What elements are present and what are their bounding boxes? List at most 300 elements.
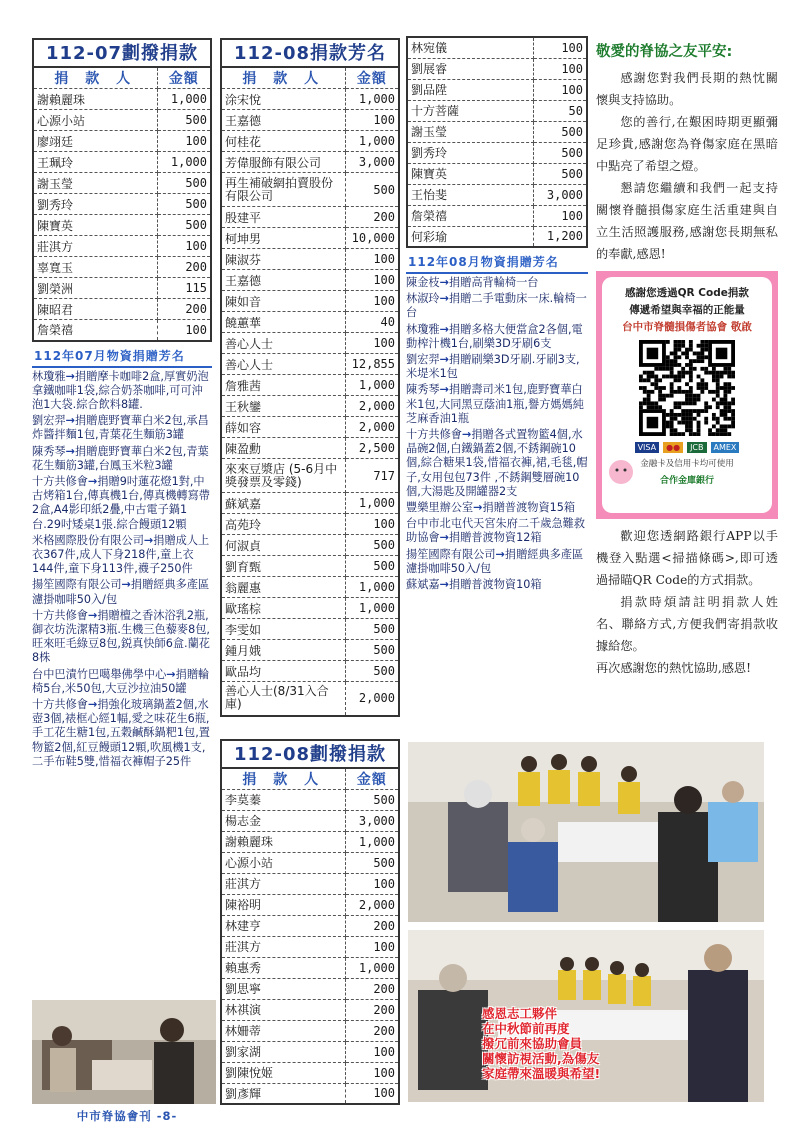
donor-name: 鍾月娥	[221, 640, 345, 661]
goods-donor: 十方共修會	[406, 428, 462, 442]
table-row	[221, 957, 399, 978]
goods-donor: 陳秀琴	[406, 383, 440, 397]
amount: 3,000	[533, 184, 587, 205]
table-row	[221, 1062, 399, 1083]
donor-name: 陳盈勳	[221, 438, 345, 459]
header-amount: 金額	[157, 67, 211, 89]
thanks-paragraph: 再次感謝您的熱忱協助,感恩!	[596, 661, 752, 675]
amount: 2,500	[345, 438, 399, 459]
amount: 100	[157, 320, 211, 341]
table-row	[221, 682, 399, 716]
amount: 200	[345, 978, 399, 999]
table-row	[33, 173, 211, 194]
donor-name: 陳裕明	[221, 894, 345, 915]
table-row	[221, 1020, 399, 1041]
table-row	[221, 89, 399, 110]
donor-name: 劉秀玲	[33, 194, 157, 215]
thanks-paragraph: 感謝您對我們長期的熱忱關懷與支持協助。	[596, 71, 778, 107]
goods-title: 112年08月物資捐贈芳名	[406, 252, 588, 274]
table-row	[221, 459, 399, 493]
donor-name: 林建亨	[221, 915, 345, 936]
table-row	[221, 354, 399, 375]
caption-line: 家庭帶來溫暖與希望!	[482, 1066, 601, 1081]
table-row	[221, 577, 399, 598]
photo-volunteers	[408, 930, 764, 1102]
table-header	[33, 67, 211, 89]
donor-name: 饒蕙華	[221, 312, 345, 333]
caption-line: 在中秋節前再度	[482, 1021, 570, 1036]
table-row	[221, 396, 399, 417]
donor-name: 謝玉瑩	[33, 173, 157, 194]
amount: 100	[345, 333, 399, 354]
amount: 2,000	[345, 894, 399, 915]
mascot-icon	[606, 457, 636, 487]
amount: 100	[345, 936, 399, 957]
donor-name: 心源小站	[33, 110, 157, 131]
donor-name: 林宛儀	[407, 37, 533, 58]
amount: 200	[345, 1020, 399, 1041]
goods-detail: 捐贈高背輪椅一台	[448, 276, 539, 289]
thanks-paragraph: 懇請您繼續和我們一起支持關懷脊髓損傷家庭生活重建與自立生活照護服務,感謝您長期無私的奉獻,感恩!	[596, 181, 778, 261]
goods-item	[32, 578, 212, 606]
header-donor: 捐 款 人	[221, 67, 345, 89]
table-row	[221, 249, 399, 270]
donor-name: 楊志金	[221, 810, 345, 831]
goods-donor: 陳金枝	[406, 276, 440, 289]
table-row	[407, 163, 587, 184]
thanks-paragraph: 歡迎您透網路銀行APP以手機登入點選<掃描條碼>,即可透過掃瞄QR Code的方式捐款。	[596, 529, 778, 587]
table-row	[407, 142, 587, 163]
caption-line: 感恩志工夥伴	[482, 1006, 558, 1021]
card-logos	[612, 442, 762, 453]
donor-name: 劉品陞	[407, 79, 533, 100]
thanks-paragraph: 您的善行,在艱困時期更顯彌足珍貴,感謝您為脊傷家庭在黑暗中點亮了希望之燈。	[596, 115, 778, 173]
arrow-right-icon: →	[65, 444, 75, 458]
amount: 500	[157, 110, 211, 131]
amount: 717	[345, 459, 399, 493]
donor-name: 王珮玲	[33, 152, 157, 173]
goods-item	[32, 698, 212, 769]
goods-detail: 捐贈各式置物籃4個,水晶碗2個,白鐵鍋蓋2個,不銹鋼碗10個,綜合糖果1袋,惜福衣褲,裙,毛毯,帽子,女用包包73件 ,不銹鋼雙層碗10個,大湯匙及開罐器2支	[406, 428, 588, 498]
donor-name: 劉展睿	[407, 58, 533, 79]
table-header	[221, 67, 399, 89]
goods-item	[406, 517, 588, 545]
photo-visit-1	[32, 1000, 216, 1104]
goods-detail: 捐贈普渡物資12箱	[448, 531, 542, 545]
amount: 200	[345, 915, 399, 936]
donor-name: 來來豆漿店 (5-6月中獎發票及零錢)	[221, 459, 345, 493]
goods-detail: 捐贈經典多產區濾掛咖啡50入/包	[32, 578, 210, 606]
table-row	[221, 514, 399, 535]
table-row	[221, 333, 399, 354]
table-header	[221, 768, 399, 790]
arrow-right-icon: →	[87, 474, 98, 488]
amount: 500	[157, 173, 211, 194]
table-row	[221, 852, 399, 873]
table-row	[33, 215, 211, 236]
caption-line: 撥冗前來協助會員	[482, 1036, 583, 1051]
amount: 1,000	[345, 131, 399, 152]
arrow-right-icon: →	[439, 276, 449, 289]
goods-donor: 蘇斌嘉	[406, 578, 440, 592]
donor-name: 李雯如	[221, 619, 345, 640]
amount: 1,000	[345, 831, 399, 852]
table-row	[407, 100, 587, 121]
photo-caption	[482, 1006, 682, 1081]
donor-name: 王嘉德	[221, 270, 345, 291]
amount: 500	[345, 852, 399, 873]
donor-name: 莊淇方	[221, 873, 345, 894]
goods-donor: 台中巴漬竹巴噶舉佛學中心	[32, 667, 167, 681]
goods-item	[406, 323, 588, 351]
goods-item	[406, 353, 588, 381]
table-row	[221, 873, 399, 894]
amount: 2,000	[345, 417, 399, 438]
table-row	[221, 831, 399, 852]
amount: 500	[345, 535, 399, 556]
goods-detail: 捐贈9吋蓮花燈1對,中古烤箱1台,傳真機1台,傳真機轉寫帶2盒,A4影印紙2疊,中古電子鍋1台.29吋矮桌1張.綜合饅頭12顆	[32, 474, 210, 531]
donor-name: 劉育甄	[221, 556, 345, 577]
arrow-right-icon: →	[121, 578, 131, 592]
goods-detail: 捐贈二手電動床一床.輪椅一台	[406, 292, 587, 320]
arrow-right-icon: →	[439, 578, 449, 592]
table-row	[221, 598, 399, 619]
table-row	[33, 320, 211, 341]
goods-item	[406, 292, 588, 320]
donor-name: 劉秀玲	[407, 142, 533, 163]
amount: 100	[345, 110, 399, 131]
goods-detail: 捐贈摩卡咖啡2盒,厚實奶泡拿鐵咖啡1袋,綜合奶茶咖啡,可可沖泡1大袋.綜合飲料8罐.	[32, 369, 209, 411]
amount: 115	[157, 278, 211, 299]
amount: 100	[345, 873, 399, 894]
donor-name: 陳如音	[221, 291, 345, 312]
arrow-right-icon: →	[65, 414, 75, 428]
table-row	[33, 194, 211, 215]
donor-name: 心源小站	[221, 852, 345, 873]
amount: 100	[345, 514, 399, 535]
donor-name: 陳寶英	[33, 215, 157, 236]
donor-name: 劉思寧	[221, 978, 345, 999]
goods-donor: 揚笙國際有限公司	[32, 578, 122, 592]
goods-item	[32, 475, 212, 532]
amount: 100	[533, 58, 587, 79]
thanks-paragraph: 捐款時煩請註明捐款人姓名、聯絡方式,方便我們寄捐款收據給您。	[596, 595, 778, 653]
table-row	[221, 228, 399, 249]
goods-list	[406, 276, 588, 592]
amount: 500	[345, 556, 399, 577]
amount: 1,000	[345, 577, 399, 598]
amount: 3,000	[345, 152, 399, 173]
table-row	[407, 58, 587, 79]
goods-detail: 捐贈刷樂3D牙刷.牙刷3支,米堤米1包	[406, 353, 580, 381]
goods-title: 112年07月物資捐贈芳名	[32, 346, 212, 368]
goods-item	[32, 445, 212, 473]
arrow-right-icon: →	[473, 501, 483, 515]
donor-name: 謝賴麗珠	[33, 89, 157, 110]
goods-donor: 劉宏羿	[32, 414, 66, 428]
amount: 1,000	[345, 375, 399, 396]
amount: 10,000	[345, 228, 399, 249]
amount: 2,000	[345, 396, 399, 417]
table-row	[33, 110, 211, 131]
donor-name: 陳寶英	[407, 163, 533, 184]
donor-name: 何桂花	[221, 131, 345, 152]
donor-name: 李莫蓁	[221, 789, 345, 810]
amount: 1,000	[345, 89, 399, 110]
amount: 200	[157, 257, 211, 278]
amount: 1,000	[157, 89, 211, 110]
donor-name: 劉彥輝	[221, 1083, 345, 1104]
table-row	[221, 661, 399, 682]
card-logo: ●●	[663, 442, 683, 453]
amount: 100	[533, 79, 587, 100]
donor-name: 莊淇方	[33, 236, 157, 257]
table-row	[221, 493, 399, 514]
table-row	[33, 131, 211, 152]
donor-name: 廖翊廷	[33, 131, 157, 152]
table-row	[221, 535, 399, 556]
table-row	[221, 173, 399, 207]
donor-name: 陳昭君	[33, 299, 157, 320]
amount: 200	[345, 999, 399, 1020]
bank-name: 合作金庫銀行	[659, 476, 714, 486]
goods-detail: 捐贈成人上衣367件,成人下身218件,童上衣144件,童下身113件,襪子250件	[32, 533, 210, 576]
amount: 100	[345, 1083, 399, 1104]
table-row	[221, 556, 399, 577]
table-title: 112-08捐款芳名	[220, 38, 400, 66]
goods-donor: 十方共修會	[32, 474, 88, 488]
table-row	[33, 236, 211, 257]
donor-name: 莊淇方	[221, 936, 345, 957]
arrow-right-icon: →	[439, 531, 449, 545]
table-row	[221, 915, 399, 936]
donor-name: 陳淑芬	[221, 249, 345, 270]
arrow-right-icon: →	[439, 322, 449, 336]
page-footer: 中市脊協會刊 -8-	[76, 1109, 178, 1123]
column-3	[406, 36, 588, 594]
donor-name: 辜寬玉	[33, 257, 157, 278]
arrow-right-icon: →	[65, 369, 75, 383]
goods-donor: 揚笙國際有限公司	[406, 547, 496, 561]
goods-item	[32, 668, 212, 696]
arrow-right-icon: →	[495, 547, 505, 561]
donor-name: 王嘉德	[221, 110, 345, 131]
goods-item	[32, 609, 212, 666]
amount: 100	[345, 249, 399, 270]
table-row	[221, 438, 399, 459]
table-row	[221, 131, 399, 152]
amount: 500	[157, 215, 211, 236]
table-row	[407, 121, 587, 142]
table-row	[221, 152, 399, 173]
donor-name: 涂宋悅	[221, 89, 345, 110]
arrow-right-icon: →	[87, 697, 98, 711]
column-2	[220, 38, 400, 1105]
amount: 40	[345, 312, 399, 333]
card-logo: JCB	[687, 442, 706, 453]
caption-line: 關懷訪視活動,為傷友	[482, 1051, 600, 1066]
table-row	[33, 278, 211, 299]
amount: 500	[533, 121, 587, 142]
goods-detail: 捐贈經典多產區濾掛咖啡50入/包	[406, 547, 584, 575]
donor-name: 何淑貞	[221, 535, 345, 556]
table-row	[407, 184, 587, 205]
goods-detail: 捐贈壽司米1包,鹿野寶華白米1包,大同黑豆蔭油1瓶,譽方媽媽純芝麻香油1瓶	[406, 383, 584, 425]
amount: 500	[345, 619, 399, 640]
donor-name: 十方菩薩	[407, 100, 533, 121]
donor-name: 詹雅茜	[221, 375, 345, 396]
donation-table-1	[32, 66, 212, 342]
goods-item	[406, 276, 588, 290]
table-row	[33, 257, 211, 278]
table-row	[33, 152, 211, 173]
donor-name: 柯坤男	[221, 228, 345, 249]
table-row	[221, 312, 399, 333]
goods-item	[32, 414, 212, 442]
donor-name: 善心人士	[221, 354, 345, 375]
amount: 500	[345, 640, 399, 661]
table-row	[221, 894, 399, 915]
header-donor: 捐 款 人	[33, 67, 157, 89]
donor-name: 何彩瑜	[407, 226, 533, 247]
amount: 1,000	[345, 957, 399, 978]
table-row	[221, 789, 399, 810]
goods-item	[32, 370, 212, 413]
amount: 12,855	[345, 354, 399, 375]
table-row	[33, 89, 211, 110]
goods-item	[406, 501, 588, 515]
amount: 500	[345, 173, 399, 207]
goods-detail: 捐贈鹿野寶華白米2包,青葉花生麵筋3罐,台鳳玉米粒3罐	[32, 444, 209, 472]
amount: 3,000	[345, 810, 399, 831]
donor-name: 殷建平	[221, 207, 345, 228]
greeting: 敬愛的脊協之友平安:	[596, 44, 733, 60]
qr-card	[602, 277, 772, 513]
arrow-right-icon: →	[439, 292, 449, 306]
table-row	[221, 270, 399, 291]
amount: 500	[533, 142, 587, 163]
amount: 500	[157, 194, 211, 215]
amount: 100	[533, 205, 587, 226]
header-amount: 金額	[345, 768, 399, 790]
donor-name: 再生補破網拍賣股份有限公司	[221, 173, 345, 207]
table-row	[221, 110, 399, 131]
card-note: 金融卡及信用卡均可使用	[640, 459, 734, 469]
donor-name: 善心人士(8/31入合庫)	[221, 682, 345, 716]
amount: 100	[345, 1062, 399, 1083]
card-logo: VISA	[635, 442, 660, 453]
goods-item	[406, 578, 588, 592]
goods-list	[32, 370, 212, 769]
goods-detail: 捐贈多格大便當盒2各個,電動榨汁機1台,刷樂3D牙刷6支	[406, 322, 583, 350]
donor-name: 林祺演	[221, 999, 345, 1020]
arrow-right-icon: →	[439, 353, 449, 367]
table-row	[221, 417, 399, 438]
donation-table-4	[406, 36, 588, 248]
table-row	[407, 37, 587, 58]
card-logo: AMEX	[711, 442, 740, 453]
qr-panel	[596, 271, 778, 519]
amount: 2,000	[345, 682, 399, 716]
table-row	[221, 640, 399, 661]
donor-name: 王怡斐	[407, 184, 533, 205]
table-title: 112-07劃撥捐款	[32, 38, 212, 66]
table-title-2: 112-08劃撥捐款	[220, 739, 400, 767]
donation-table-3	[220, 767, 400, 1106]
amount: 500	[345, 661, 399, 682]
table-row	[221, 207, 399, 228]
goods-item	[406, 383, 588, 426]
table-row	[221, 810, 399, 831]
donor-name: 善心人士	[221, 333, 345, 354]
goods-donor: 豐樂里辦公室	[406, 501, 474, 515]
goods-donor: 陳秀琴	[32, 444, 66, 458]
arrow-right-icon: →	[166, 667, 176, 681]
table-row	[221, 936, 399, 957]
arrow-right-icon: →	[461, 428, 472, 442]
amount: 100	[533, 37, 587, 58]
table-row	[221, 291, 399, 312]
table-row	[407, 226, 587, 247]
table-row	[221, 978, 399, 999]
table-row	[221, 1083, 399, 1104]
goods-item	[32, 534, 212, 577]
donor-name: 賴惠秀	[221, 957, 345, 978]
donor-name: 謝賴麗珠	[221, 831, 345, 852]
qr-line3: 台中市脊髓損傷者協會 敬啟	[622, 321, 752, 333]
table-row	[221, 1041, 399, 1062]
amount: 100	[157, 236, 211, 257]
goods-detail: 捐贈普渡物資10箱	[448, 578, 542, 592]
column-4	[596, 36, 778, 679]
goods-detail: 捐贈檀之香沐浴乳2瓶,御衣坊洗潔精3瓶.生機三色藜麥8包,旺來旺毛綠豆8包,鋭真快師6盒.蘭花8株	[32, 608, 210, 665]
goods-donor: 林瓊雅	[32, 369, 66, 383]
goods-donor: 台中市北屯代天宮朱府二千歲急難救助協會	[406, 517, 586, 545]
qr-code-icon[interactable]	[639, 340, 735, 436]
photo-meeting	[408, 742, 764, 922]
arrow-right-icon: →	[439, 383, 449, 397]
goods-detail: 捐贈輪椅5台,米50包,大豆沙拉油50罐	[32, 667, 210, 695]
donor-name: 劉陳悅姬	[221, 1062, 345, 1083]
amount: 1,000	[157, 152, 211, 173]
table-row	[221, 375, 399, 396]
header-donor: 捐 款 人	[221, 768, 345, 790]
donor-name: 高苑玲	[221, 514, 345, 535]
goods-donor: 劉宏羿	[406, 353, 440, 367]
amount: 1,200	[533, 226, 587, 247]
amount: 100	[345, 1041, 399, 1062]
donor-name: 歐瑤棕	[221, 598, 345, 619]
donor-name: 劉榮洲	[33, 278, 157, 299]
amount: 100	[345, 270, 399, 291]
amount: 50	[533, 100, 587, 121]
header-amount: 金額	[345, 67, 399, 89]
amount: 100	[157, 131, 211, 152]
goods-donor: 米格國際股份有限公司	[32, 533, 144, 547]
donor-name: 謝玉瑩	[407, 121, 533, 142]
amount: 200	[345, 207, 399, 228]
table-row	[407, 205, 587, 226]
goods-detail: 捐贈普渡物資15箱	[482, 501, 576, 515]
goods-item	[406, 548, 588, 576]
arrow-right-icon: →	[143, 533, 154, 547]
goods-donor: 林瓊雅	[406, 322, 440, 336]
qr-line2: 傳遞希望與幸福的正能量	[629, 304, 745, 316]
amount: 500	[533, 163, 587, 184]
table-row	[33, 299, 211, 320]
amount: 200	[157, 299, 211, 320]
donor-name: 詹榮禧	[33, 320, 157, 341]
